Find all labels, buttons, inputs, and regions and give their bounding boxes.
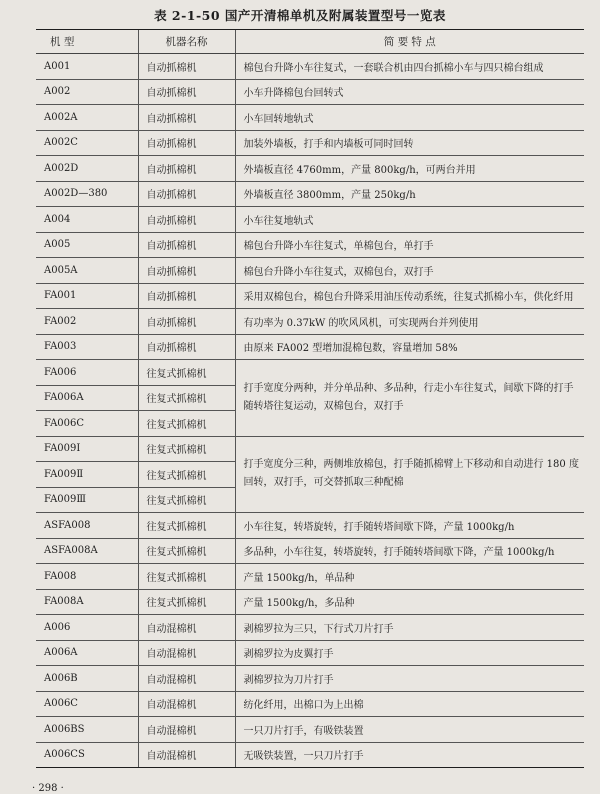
cell-desc: 棉包台升降小车往复式，一套联合机由四台抓棉小车与四只棉台组成: [235, 54, 584, 80]
cell-name: 自动抓棉机: [138, 130, 235, 156]
cell-model: FA002: [36, 309, 138, 335]
cell-name: 自动抓棉机: [138, 309, 235, 335]
cell-name: 往复式抓棉机: [138, 564, 235, 590]
cell-model: A005: [36, 232, 138, 258]
cell-name: 往复式抓棉机: [138, 538, 235, 564]
cell-name: 往复式抓棉机: [138, 487, 235, 513]
table-row: [36, 207, 584, 233]
cell-name: 自动抓棉机: [138, 156, 235, 182]
cell-desc: 有功率为 0.37kW 的吹风风机，可实现两台并列使用: [235, 309, 584, 335]
cell-model: A002: [36, 79, 138, 105]
table-header-row: [36, 30, 584, 54]
cell-name: 往复式抓棉机: [138, 462, 235, 488]
cell-desc: 产量 1500kg/h，多品种: [235, 589, 584, 615]
cell-name: 自动混棉机: [138, 717, 235, 743]
cell-desc: 外墙板直径 3800mm，产量 250kg/h: [235, 181, 584, 207]
cell-desc: 一只刀片打手，有吸铁装置: [235, 717, 584, 743]
table-row: [36, 717, 584, 743]
table-title: 表 2-1-50 国产开清棉单机及附属装置型号一览表: [154, 8, 446, 23]
cell-name: 自动混棉机: [138, 666, 235, 692]
cell-desc: 无吸铁装置，一只刀片打手: [235, 742, 584, 768]
cell-name: 往复式抓棉机: [138, 436, 235, 462]
cell-name: 自动抓棉机: [138, 79, 235, 105]
cell-name: 往复式抓棉机: [138, 589, 235, 615]
table-row: [36, 691, 584, 717]
cell-desc: 多品种，小车往复，转塔旋转，打手随转塔间歇下降，产量 1000kg/h: [235, 538, 584, 564]
cell-model: A006: [36, 615, 138, 641]
table-row: [36, 564, 584, 590]
cell-name: 自动混棉机: [138, 640, 235, 666]
cell-desc: 剥棉罗拉为三只，下行式刀片打手: [235, 615, 584, 641]
cell-desc: 由原来 FA002 型增加混棉包数，容量增加 58%: [235, 334, 584, 360]
cell-desc: 小车往复地轨式: [235, 207, 584, 233]
cell-name: 自动抓棉机: [138, 54, 235, 80]
cell-model: FA009Ⅰ: [36, 436, 138, 462]
cell-name: 往复式抓棉机: [138, 411, 235, 437]
cell-desc-merged-fa009: 打手宽度分三种，两侧堆放棉包，打手随抓棉臂上下移动和自动进行 180 度回转，双打手，可交替抓取三种配棉: [235, 436, 584, 513]
table-row: [36, 258, 584, 284]
header-machine-name: 机器名称: [138, 30, 235, 54]
table-row: [36, 156, 584, 182]
cell-model: A006CS: [36, 742, 138, 768]
cell-name: 自动混棉机: [138, 615, 235, 641]
cell-model: A004: [36, 207, 138, 233]
cell-model: FA006C: [36, 411, 138, 437]
table-row: [36, 105, 584, 131]
cell-model: ASFA008: [36, 513, 138, 539]
cell-model: FA009Ⅲ: [36, 487, 138, 513]
cell-desc: 加装外墙板，打手和内墙板可同时回转: [235, 130, 584, 156]
cell-model: A006B: [36, 666, 138, 692]
table-row: [36, 130, 584, 156]
cell-desc: 小车升降棉包台回转式: [235, 79, 584, 105]
cell-desc: 产量 1500kg/h，单品种: [235, 564, 584, 590]
table-row: [36, 589, 584, 615]
cell-desc: 剥棉罗拉为皮翼打手: [235, 640, 584, 666]
table-row: [36, 666, 584, 692]
cell-name: 自动混棉机: [138, 742, 235, 768]
table-row: [36, 283, 584, 309]
cell-desc: 剥棉罗拉为刀片打手: [235, 666, 584, 692]
page-number: · 298 ·: [32, 783, 64, 794]
cell-desc: 棉包台升降小车往复式，单棉包台，单打手: [235, 232, 584, 258]
cell-model: ASFA008A: [36, 538, 138, 564]
cell-model: FA001: [36, 283, 138, 309]
cell-model: A002D: [36, 156, 138, 182]
header-description: 简 要 特 点: [235, 30, 584, 54]
table-row: [36, 79, 584, 105]
cell-name: 自动抓棉机: [138, 334, 235, 360]
cell-model: A006C: [36, 691, 138, 717]
cell-model: A002C: [36, 130, 138, 156]
cell-name: 往复式抓棉机: [138, 385, 235, 411]
cell-model: FA008: [36, 564, 138, 590]
cell-name: 往复式抓棉机: [138, 360, 235, 386]
header-model: 机 型: [36, 30, 138, 54]
cell-desc: 小车回转地轨式: [235, 105, 584, 131]
cell-model: A002D—380: [36, 181, 138, 207]
cell-model: A001: [36, 54, 138, 80]
cell-model: FA003: [36, 334, 138, 360]
cell-desc: 采用双棉包台，棉包台升降采用油压传动系统，往复式抓棉小车，供化纤用: [235, 283, 584, 309]
cell-model: FA008A: [36, 589, 138, 615]
table-row: [36, 232, 584, 258]
table-row: [36, 538, 584, 564]
cell-desc-merged-fa006: 打手宽度分两种，并分单品种、多品种，行走小车往复式，间歇下降的打手随转塔往复运动，双棉包台，双打手: [235, 360, 584, 437]
cell-desc: 纺化纤用，出棉口为上出棉: [235, 691, 584, 717]
cell-name: 自动抓棉机: [138, 232, 235, 258]
cell-model: A002A: [36, 105, 138, 131]
cell-model: FA009Ⅱ: [36, 462, 138, 488]
cell-name: 自动抓棉机: [138, 207, 235, 233]
table-row: [36, 640, 584, 666]
table-row: [36, 436, 584, 462]
cell-name: 自动抓棉机: [138, 105, 235, 131]
table-row: [36, 181, 584, 207]
table-row: [36, 334, 584, 360]
cell-model: FA006A: [36, 385, 138, 411]
table-row: [36, 742, 584, 768]
table-row: [36, 360, 584, 386]
table-row: [36, 615, 584, 641]
cell-name: 自动抓棉机: [138, 181, 235, 207]
cell-name: 自动抓棉机: [138, 283, 235, 309]
cell-name: 自动混棉机: [138, 691, 235, 717]
cell-model: FA006: [36, 360, 138, 386]
cell-desc: 棉包台升降小车往复式，双棉包台，双打手: [235, 258, 584, 284]
cell-desc: 小车往复，转塔旋转，打手随转塔间歇下降，产量 1000kg/h: [235, 513, 584, 539]
table-row: [36, 309, 584, 335]
table-row: [36, 513, 584, 539]
cell-model: A006A: [36, 640, 138, 666]
cell-model: A006BS: [36, 717, 138, 743]
cell-model: A005A: [36, 258, 138, 284]
table-row: [36, 54, 584, 80]
model-table: [36, 29, 584, 768]
cell-desc: 外墙板直径 4760mm，产量 800kg/h，可两台并用: [235, 156, 584, 182]
cell-name: 往复式抓棉机: [138, 513, 235, 539]
cell-name: 自动抓棉机: [138, 258, 235, 284]
